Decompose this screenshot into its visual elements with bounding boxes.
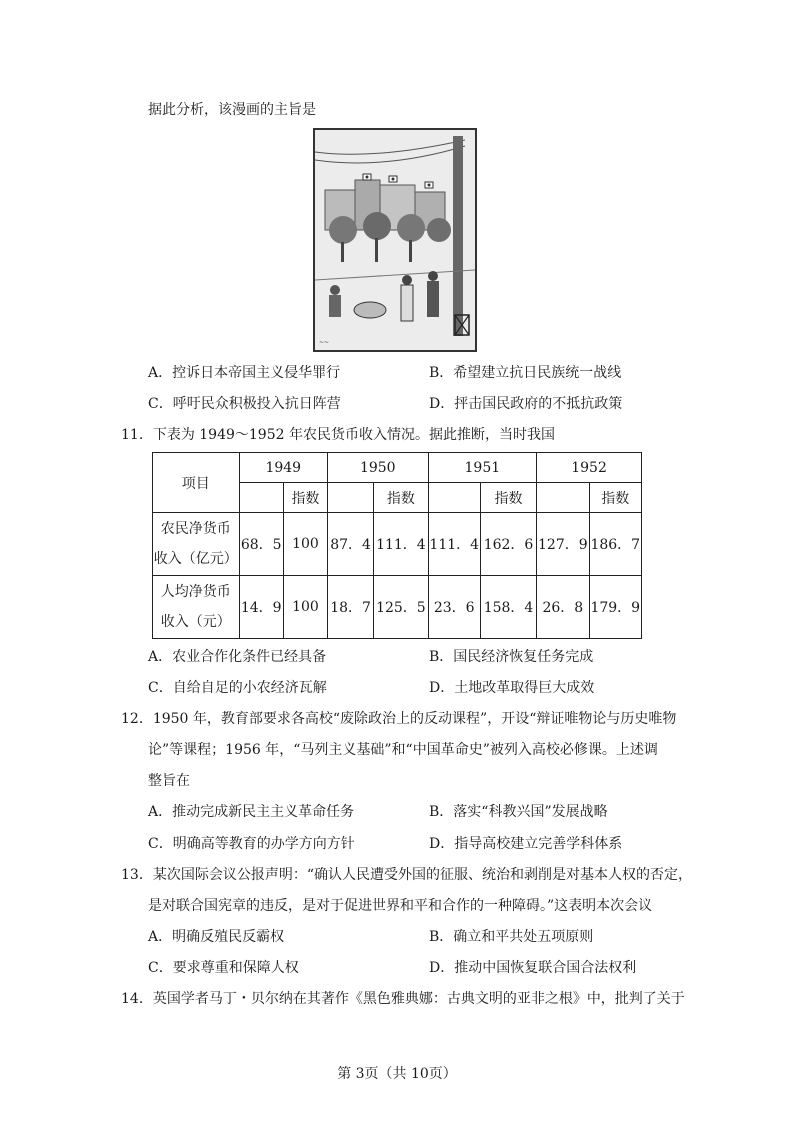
table-empty-cell	[239, 483, 283, 513]
table-cell: 100	[283, 513, 327, 576]
table-cell: 125．5	[374, 576, 428, 639]
table-cell: 111．4	[374, 513, 428, 576]
table-cell: 14．9	[239, 576, 283, 639]
row-label-line2: 收入（元）	[160, 614, 231, 630]
table-index-header: 指数	[374, 483, 428, 513]
q13-stem-line1: 13．某次国际会议公报声明：“确认人民遭受外国的征服、统治和剥削是对基本人权的否定，	[121, 867, 692, 883]
table-index-header: 指数	[480, 483, 536, 513]
table-year-header: 1952	[537, 453, 642, 483]
q11-income-table	[152, 452, 642, 639]
row-label-line1: 农民净货币	[160, 521, 231, 537]
q10-option-c[interactable]: C．呼吁民众积极投入抗日阵营	[148, 396, 341, 412]
table-empty-cell	[537, 483, 589, 513]
table-cell: 179．9	[589, 576, 641, 639]
table-cell: 26．8	[537, 576, 589, 639]
q10-option-d[interactable]: D．抨击国民政府的不抵抗政策	[429, 396, 623, 412]
table-index-header: 指数	[589, 483, 641, 513]
table-row-label	[153, 513, 240, 576]
q11-stem: 11．下表为 1949～1952 年农民货币收入情况。据此推断，当时我国	[121, 427, 555, 443]
svg-text:~~: ~~	[319, 339, 330, 346]
q13-option-c[interactable]: C．要求尊重和保障人权	[148, 960, 299, 976]
q10-option-a[interactable]: A．控诉日本帝国主义侵华罪行	[148, 365, 341, 381]
table-index-header: 指数	[283, 483, 327, 513]
q14-stem-line1: 14．英国学者马丁・贝尔纳在其著作《黑色雅典娜：古典文明的亚非之根》中，批判了关于	[121, 991, 685, 1007]
table-empty-cell	[428, 483, 480, 513]
q13-stem-line2: 是对联合国宪章的违反，是对于促进世界和平和合作的一种障碍。”这表明本次会议	[148, 898, 653, 914]
table-cell: 186．7	[589, 513, 641, 576]
table-cell: 68．5	[239, 513, 283, 576]
cartoon-image	[313, 128, 477, 352]
q12-stem-line3: 整旨在	[148, 773, 190, 789]
q11-option-b[interactable]: B．国民经济恢复任务完成	[429, 649, 594, 665]
q12-option-c[interactable]: C．明确高等教育的办学方向方针	[148, 836, 355, 852]
q12-option-d[interactable]: D．指导高校建立完善学科体系	[429, 836, 623, 852]
q12-option-b[interactable]: B．落实“科教兴国”发展战略	[429, 804, 608, 820]
table-cell: 23．6	[428, 576, 480, 639]
intro-text: 据此分析，该漫画的主旨是	[148, 102, 316, 118]
row-label-line1: 人均净货币	[160, 584, 231, 600]
q13-option-d[interactable]: D．推动中国恢复联合国合法权利	[429, 960, 637, 976]
q11-option-d[interactable]: D．土地改革取得巨大成效	[429, 680, 595, 696]
q11-option-a[interactable]: A．农业合作化条件已经具备	[148, 649, 327, 665]
table-cell: 127．9	[537, 513, 589, 576]
table-year-header: 1951	[428, 453, 537, 483]
q13-option-b[interactable]: B．确立和平共处五项原则	[429, 929, 594, 945]
table-cell: 100	[283, 576, 327, 639]
table-cell: 18．7	[327, 576, 373, 639]
q10-option-b[interactable]: B．希望建立抗日民族统一战线	[429, 365, 622, 381]
q12-stem-line1: 12．1950 年，教育部要求各高校“废除政治上的反动课程”，开设“辩证唯物论与历史唯物	[121, 711, 677, 727]
table-item-header: 项目	[153, 453, 240, 513]
q11-option-c[interactable]: C．自给自足的小农经济瓦解	[148, 680, 327, 696]
page-footer: 第 3页（共 10页）	[337, 1066, 457, 1082]
table-year-header: 1950	[327, 453, 428, 483]
q13-option-a[interactable]: A．明确反殖民反霸权	[148, 929, 285, 945]
table-cell: 87．4	[327, 513, 373, 576]
row-label-line2: 收入（亿元）	[153, 551, 238, 567]
table-cell: 111．4	[428, 513, 480, 576]
q12-option-a[interactable]: A．推动完成新民主主义革命任务	[148, 804, 355, 820]
table-cell: 162．6	[480, 513, 536, 576]
table-year-header: 1949	[239, 453, 327, 483]
table-empty-cell	[327, 483, 373, 513]
q12-stem-line2: 论”等课程；1956 年，“马列主义基础”和“中国革命史”被列入高校必修课。上述调	[148, 742, 658, 758]
table-row-label	[153, 576, 240, 639]
table-cell: 158．4	[480, 576, 536, 639]
